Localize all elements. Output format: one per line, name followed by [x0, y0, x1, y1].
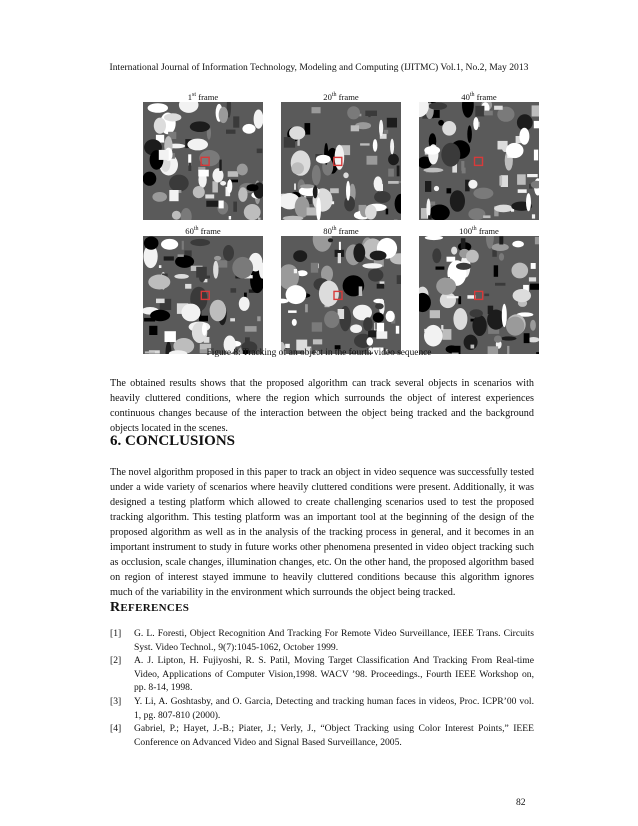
clutter-shape	[388, 169, 394, 177]
clutter-shape	[475, 106, 484, 117]
video-frame-image	[419, 102, 539, 220]
conclusions-paragraph: The novel algorithm proposed in this paper to track an object in video sequence was successfully tested under a wide variety of scenarios where heavily cluttered conditions were present. Additionally, it was designed a testing platform which allowed to create challenging scenarios used to test the proposed tracking algorithm. This testing platform was an important tool at the beginning of the design of the proposed algorithm as well as in the analysis of the tracking process in general, and it becomes in an important instrument to study in future works other phenomena presented in video object tracking such as occlusion, scale changes, illumination changes, etc. On the other hand, the proposed algorithm based on region of interest stayed immune to heavily cluttered conditions because this algorithm ignores much of the variability in the environment which surrounds the object being tracked.	[110, 467, 534, 598]
clutter-shape	[397, 275, 401, 284]
clutter-shape	[152, 192, 167, 202]
clutter-shape	[245, 337, 250, 342]
clutter-shape	[311, 263, 318, 273]
clutter-shape	[506, 317, 524, 336]
clutter-shape	[502, 304, 507, 327]
frame-panel	[143, 222, 263, 354]
reference-list	[110, 627, 534, 749]
clutter-shape	[193, 186, 205, 198]
clutter-shape	[330, 188, 339, 193]
clutter-shape	[219, 201, 224, 209]
clutter-shape	[165, 331, 176, 342]
clutter-shape	[220, 181, 226, 186]
clutter-shape	[453, 308, 467, 330]
clutter-shape	[233, 202, 237, 212]
clutter-shape	[324, 311, 339, 328]
clutter-shape	[370, 251, 387, 261]
clutter-shape	[367, 337, 374, 345]
clutter-shape	[164, 256, 174, 260]
frame-panel	[143, 88, 263, 220]
clutter-shape	[144, 237, 159, 250]
clutter-shape	[294, 184, 296, 190]
clutter-shape	[312, 107, 321, 113]
clutter-shape	[424, 325, 443, 347]
clutter-shape	[307, 207, 317, 215]
clutter-shape	[344, 196, 355, 211]
clutter-shape	[495, 283, 505, 286]
clutter-shape	[374, 176, 383, 191]
clutter-shape	[368, 111, 370, 117]
clutter-shape	[447, 188, 452, 193]
frame-panel	[419, 222, 539, 354]
clutter-shape	[313, 185, 318, 198]
clutter-shape	[365, 205, 377, 220]
clutter-shape	[532, 105, 539, 116]
frame-row-1	[143, 88, 539, 220]
clutter-shape	[441, 325, 443, 330]
video-frame-image	[143, 102, 263, 220]
clutter-shape	[532, 214, 535, 218]
clutter-shape	[231, 288, 237, 293]
clutter-shape	[343, 172, 348, 178]
clutter-shape	[191, 122, 203, 128]
clutter-shape	[143, 172, 156, 186]
clutter-shape	[494, 106, 503, 110]
clutter-shape	[530, 284, 539, 290]
clutter-shape	[312, 322, 322, 331]
clutter-shape	[519, 128, 529, 145]
clutter-shape	[499, 253, 504, 261]
clutter-shape	[351, 125, 359, 131]
clutter-shape	[312, 165, 321, 185]
clutter-shape	[305, 304, 308, 312]
clutter-shape	[375, 303, 384, 309]
clutter-shape	[164, 113, 181, 121]
clutter-shape	[424, 146, 440, 155]
clutter-shape	[199, 316, 208, 322]
clutter-shape	[375, 323, 377, 330]
clutter-shape	[442, 329, 451, 340]
clutter-shape	[436, 267, 445, 270]
clutter-shape	[229, 216, 231, 220]
clutter-shape	[182, 241, 184, 250]
clutter-shape	[367, 156, 378, 165]
clutter-shape	[428, 215, 432, 219]
clutter-shape	[512, 263, 529, 279]
clutter-shape	[332, 201, 335, 204]
frame-panel	[281, 88, 401, 220]
conclusions-heading: 6. CONCLUSIONS	[110, 433, 236, 449]
clutter-shape	[456, 263, 471, 270]
clutter-shape	[492, 243, 509, 251]
clutter-shape	[305, 123, 311, 135]
clutter-shape	[257, 149, 263, 154]
page-number: 82	[516, 797, 526, 808]
clutter-shape	[531, 263, 536, 269]
clutter-shape	[350, 324, 362, 333]
clutter-shape	[187, 139, 208, 151]
figure-8	[143, 88, 539, 354]
clutter-shape	[223, 245, 234, 261]
frame-row-2	[143, 222, 539, 354]
clutter-shape	[149, 326, 157, 335]
clutter-shape	[238, 187, 247, 202]
clutter-shape	[328, 238, 333, 242]
clutter-shape	[534, 150, 538, 161]
video-frame-image	[281, 236, 401, 354]
clutter-shape	[161, 239, 178, 250]
clutter-shape	[219, 107, 228, 123]
clutter-shape	[148, 103, 168, 113]
clutter-shape	[247, 184, 259, 191]
clutter-shape	[181, 304, 200, 322]
clutter-shape	[461, 238, 466, 249]
clutter-shape	[513, 289, 531, 302]
clutter-shape	[484, 294, 489, 297]
clutter-shape	[424, 168, 444, 173]
clutter-shape	[212, 181, 218, 192]
clutter-shape	[429, 102, 448, 109]
clutter-shape	[313, 339, 322, 344]
clutter-shape	[430, 310, 440, 318]
clutter-shape	[363, 317, 373, 331]
clutter-shape	[316, 197, 321, 220]
clutter-shape	[447, 296, 459, 298]
video-frame-image	[143, 236, 263, 354]
clutter-shape	[188, 163, 191, 171]
clutter-shape	[258, 218, 261, 220]
clutter-shape	[529, 277, 536, 281]
clutter-shape	[169, 190, 178, 201]
frame-label: 40th frame	[461, 91, 497, 102]
clutter-shape	[388, 154, 399, 165]
clutter-shape	[227, 179, 232, 193]
clutter-shape	[483, 215, 490, 218]
clutter-shape	[154, 118, 166, 134]
clutter-shape	[462, 168, 466, 174]
clutter-shape	[376, 331, 387, 339]
clutter-shape	[432, 248, 441, 263]
clutter-shape	[468, 208, 485, 220]
clutter-shape	[458, 296, 461, 304]
clutter-shape	[365, 111, 377, 116]
reference-item: [3] Y. Li, A. Goshtasby, and O. Garcia, Detecting and tracking human faces in videos, Proc. ICPR’00 vol. 1, pg. 807-810 (2000).	[110, 695, 534, 721]
clutter-shape	[387, 118, 397, 128]
clutter-shape	[148, 275, 170, 290]
clutter-shape	[499, 176, 502, 186]
clutter-shape	[338, 253, 341, 263]
frame-label: 80th frame	[323, 225, 359, 236]
clutter-shape	[226, 130, 236, 134]
clutter-shape	[467, 125, 472, 143]
clutter-shape	[190, 239, 210, 246]
clutter-shape	[386, 209, 389, 215]
clutter-shape	[450, 190, 465, 212]
clutter-shape	[339, 242, 341, 250]
clutter-shape	[257, 316, 260, 321]
reference-item: [2] A. J. Lipton, H. Fujiyoshi, R. S. Patil, Moving Target Classification And Tracking From Real-time Video, Applications of Computer Vision,1998. WACV ’98. Proceedings., Fourth IEEE Workshop on, pp. 8-14, 1998.	[110, 655, 534, 694]
clutter-shape	[436, 278, 456, 295]
clutter-shape	[535, 237, 539, 244]
clutter-shape	[245, 326, 257, 332]
clutter-shape	[205, 194, 214, 198]
clutter-shape	[242, 124, 255, 134]
clutter-shape	[353, 243, 365, 262]
frame-label: 60th frame	[185, 225, 221, 236]
clutter-shape	[346, 181, 350, 201]
clutter-shape	[524, 333, 530, 343]
clutter-shape	[319, 281, 339, 307]
clutter-shape	[518, 189, 527, 193]
clutter-shape	[386, 311, 395, 322]
clutter-shape	[198, 170, 209, 177]
video-frame-image	[419, 236, 539, 354]
clutter-shape	[473, 188, 493, 199]
clutter-shape	[362, 263, 382, 268]
clutter-shape	[472, 315, 486, 336]
clutter-shape	[470, 309, 483, 317]
clutter-shape	[213, 261, 218, 279]
clutter-shape	[373, 312, 384, 322]
clutter-shape	[230, 318, 235, 321]
clutter-shape	[473, 117, 478, 130]
clutter-shape	[368, 269, 383, 282]
clutter-shape	[494, 265, 498, 277]
clutter-shape	[360, 143, 370, 145]
clutter-shape	[219, 160, 221, 171]
clutter-shape	[425, 181, 431, 192]
clutter-shape	[441, 143, 460, 167]
clutter-shape	[359, 286, 363, 296]
clutter-shape	[492, 250, 497, 257]
clutter-shape	[288, 310, 297, 313]
clutter-shape	[150, 310, 170, 321]
clutter-shape	[517, 174, 526, 185]
clutter-shape	[434, 186, 439, 191]
journal-header: International Journal of Information Technology, Modeling and Computing (IJITMC) Vol.1, No.2, May 2013	[109, 62, 529, 73]
clutter-shape	[534, 121, 539, 128]
clutter-shape	[466, 250, 479, 263]
clutter-shape	[442, 121, 456, 136]
clutter-shape	[494, 336, 502, 343]
clutter-shape	[512, 241, 524, 248]
clutter-shape	[213, 168, 224, 182]
clutter-shape	[511, 209, 514, 212]
clutter-shape	[451, 247, 457, 255]
clutter-shape	[396, 326, 399, 334]
clutter-shape	[397, 166, 400, 177]
clutter-shape	[527, 174, 538, 177]
clutter-shape	[316, 155, 331, 164]
clutter-shape	[484, 111, 493, 116]
clutter-shape	[206, 201, 218, 207]
clutter-shape	[228, 171, 239, 177]
clutter-shape	[286, 285, 307, 304]
results-paragraph: The obtained results shows that the proposed algorithm can track several objects in scenarios with heavily cluttered conditions, where the region which surrounds the object of interest experiences continuous changes because of the interaction between the object being tracked and the background objects located in the scenes.	[110, 378, 534, 434]
clutter-shape	[159, 265, 162, 268]
clutter-shape	[499, 236, 503, 244]
clutter-shape	[506, 143, 524, 158]
clutter-shape	[210, 300, 227, 322]
clutter-shape	[294, 269, 297, 273]
frame-label: 1st frame	[187, 91, 219, 102]
clutter-shape	[347, 106, 360, 119]
clutter-shape	[501, 336, 517, 340]
clutter-shape	[217, 260, 228, 267]
clutter-shape	[237, 164, 248, 176]
clutter-shape	[494, 205, 513, 213]
clutter-shape	[447, 257, 456, 262]
clutter-shape	[172, 211, 181, 220]
references-heading: REFERENCES	[110, 600, 190, 615]
clutter-shape	[388, 181, 399, 184]
clutter-shape	[384, 130, 389, 134]
clutter-shape	[390, 139, 394, 155]
clutter-shape	[468, 180, 477, 189]
clutter-shape	[377, 284, 385, 289]
clutter-shape	[185, 284, 191, 289]
clutter-shape	[289, 126, 305, 139]
clutter-shape	[232, 257, 253, 279]
clutter-shape	[526, 193, 531, 211]
frame-label: 100th frame	[459, 225, 499, 236]
clutter-shape	[293, 250, 307, 262]
clutter-shape	[373, 139, 378, 152]
clutter-shape	[169, 175, 189, 192]
clutter-shape	[178, 254, 184, 257]
clutter-shape	[379, 120, 383, 137]
clutter-shape	[292, 319, 297, 326]
clutter-shape	[254, 110, 263, 129]
clutter-shape	[239, 297, 250, 311]
clutter-shape	[300, 184, 315, 188]
clutter-shape	[156, 299, 165, 304]
clutter-shape	[159, 150, 169, 160]
clutter-shape	[174, 274, 189, 279]
frame-panel	[419, 88, 539, 220]
clutter-shape	[196, 267, 207, 278]
clutter-shape	[202, 323, 207, 336]
clutter-shape	[233, 116, 239, 127]
clutter-shape	[374, 191, 391, 203]
video-frame-image	[281, 102, 401, 220]
frame-label: 20th frame	[323, 91, 359, 102]
reference-item: [1] G. L. Foresti, Object Recognition And Tracking For Remote Video Surveillance, IEEE Trans. Circuits Syst. Video Technol., 9(7):1045-1062, October 1999.	[110, 628, 534, 653]
clutter-shape	[291, 162, 304, 174]
clutter-shape	[368, 330, 377, 337]
clutter-shape	[429, 205, 449, 221]
frame-panel	[281, 222, 401, 354]
figure-caption: Figure 8: Tracking of an object in the fourth video sequence	[206, 348, 432, 358]
reference-item: [4] Gabriel, P.; Hayet, J.-B.; Piater, J.; Verly, J., “Object Tracking using Color Interest Points,” IEEE Conference on Advanced Video and Signal Based Surveillance, 2005.	[110, 723, 534, 748]
clutter-shape	[214, 256, 221, 261]
clutter-shape	[530, 320, 536, 331]
